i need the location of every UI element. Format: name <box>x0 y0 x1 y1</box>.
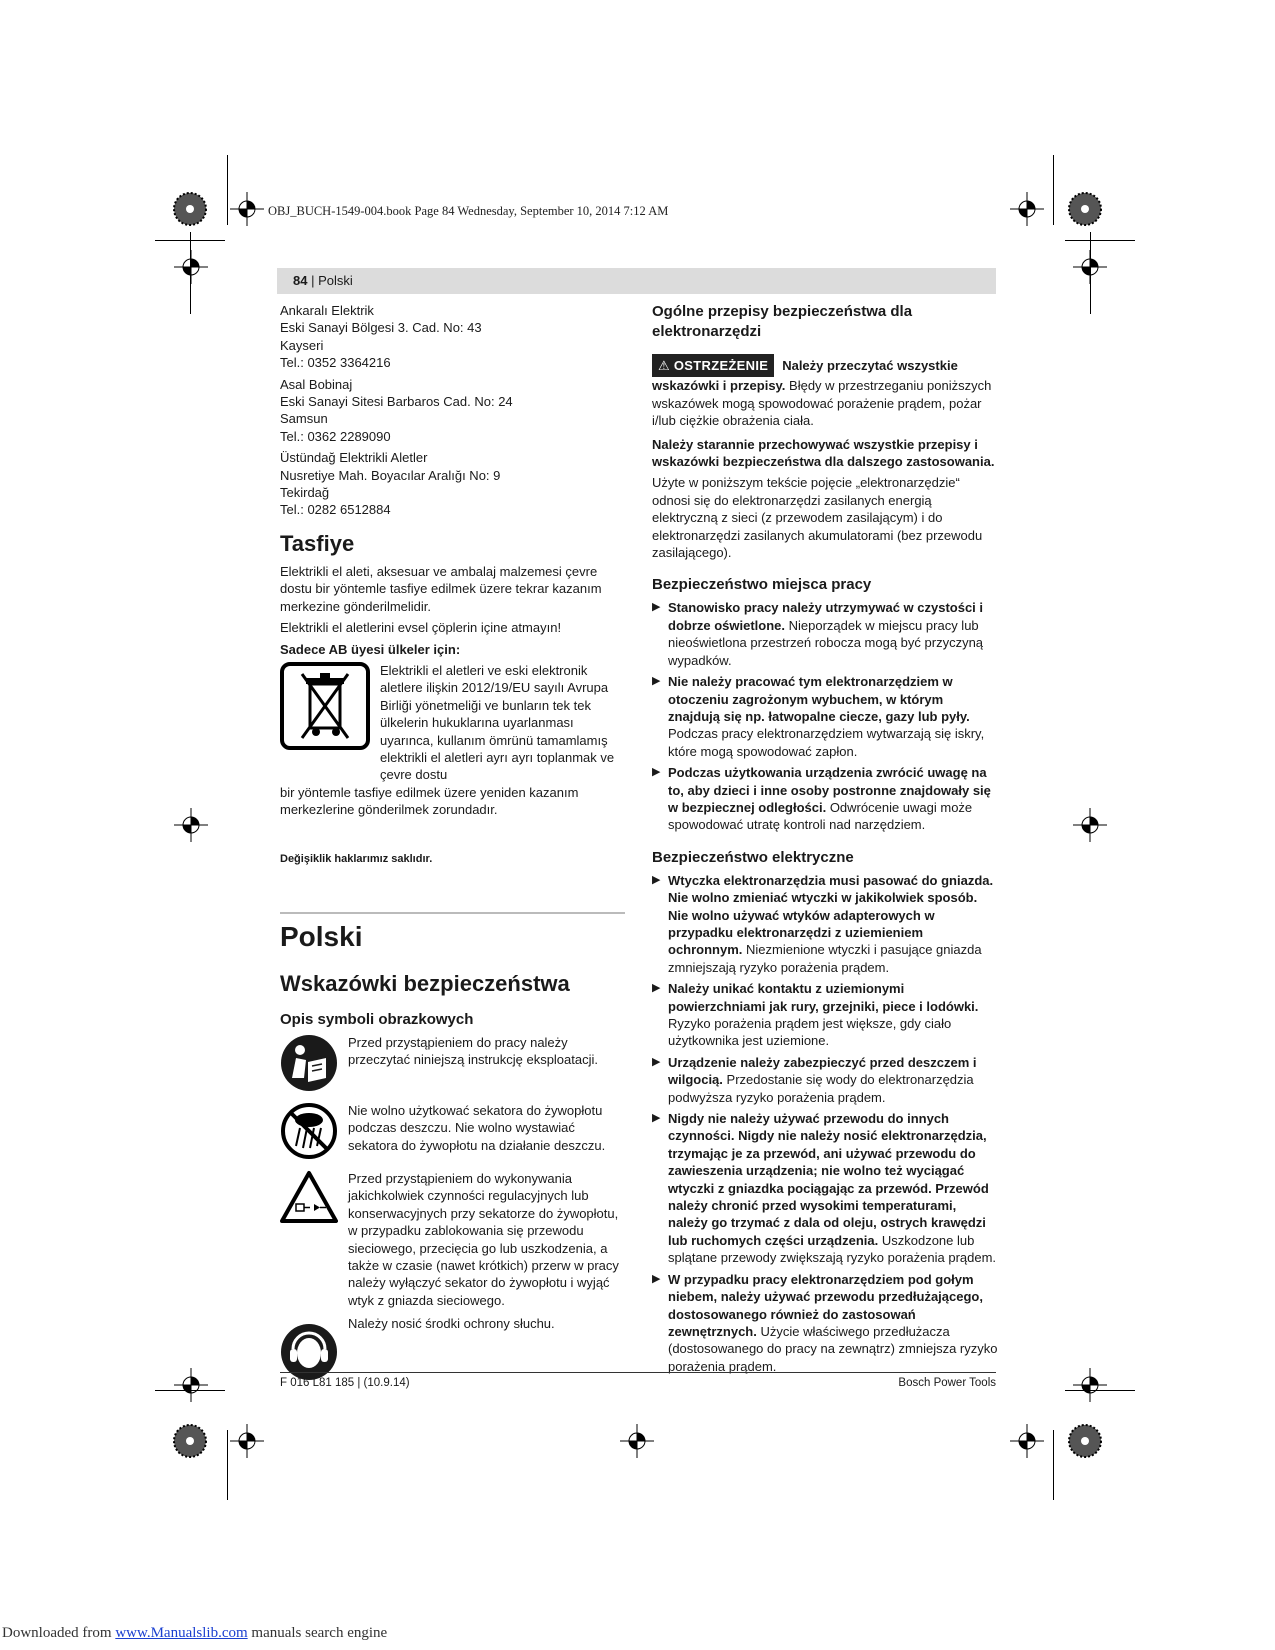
symbol-row <box>280 1102 625 1160</box>
electrical-safety-list <box>652 872 998 1375</box>
manualslib-link[interactable]: www.Manualslib.com <box>115 1625 248 1641</box>
crop-line <box>1065 240 1135 241</box>
registration-crosshair-icon <box>230 1424 264 1458</box>
list-item: ▶ Nie należy pracować tym elektronarzędziem w otoczeniu zagrożonym wybuchem, w którym znajdują się np. łatwopalne ciecze, gazy lub pyły. Podczas pracy elektronarzędziem wytwarzają się iskry, które mogą spowodować zapłon. <box>652 674 985 759</box>
symbol-row <box>280 1034 625 1092</box>
paragraph: bir yöntemle tasfiye edilmek üzere yeniden kazanım merkezlerine gönderilmek zorundadır. <box>280 784 579 818</box>
registration-crosshair-icon <box>620 1424 654 1458</box>
list-item: ▶ Należy unikać kontaktu z uziemionymi powierzchniami jak rury, grzejniki, piece i lodówki. Ryzyko porażenia prądem jest większe, gdy ciało użytkownika jest uziemione. <box>652 981 979 1049</box>
weee-block <box>280 662 625 784</box>
download-banner: Downloaded from www.Manualslib.com manuals search engine <box>2 1625 388 1641</box>
bullet-arrow-icon: ▶ <box>652 601 661 614</box>
list-item: ▶ Stanowisko pracy należy utrzymywać w czystości i dobrze oświetlone. Nieporządek w miejscu pracy lub nieoświetlona przestrzeń robocza mogą być przyczyną wypadków. <box>652 600 984 668</box>
registration-crosshair-icon <box>230 192 264 226</box>
registration-crosshair-icon <box>1073 1368 1107 1402</box>
bullet-arrow-icon: ▶ <box>652 982 661 995</box>
registration-crosshair-icon <box>1073 808 1107 842</box>
symbol-text: Przed przystąpieniem do pracy należy przeczytać niniejszą instrukcję eksploatacji. <box>348 1034 598 1068</box>
read-manual-icon <box>280 1034 338 1092</box>
left-column <box>280 302 625 1387</box>
subsection-title-work-area: Bezpieczeństwo miejsca pracy <box>652 576 872 594</box>
section-title-general-safety: Ogólne przepisy bezpieczeństwa dla elektronarzędzi <box>652 303 913 340</box>
unplug-warning-icon <box>280 1170 338 1224</box>
right-column <box>652 302 998 1381</box>
color-calibration-target-icon <box>1068 1424 1102 1458</box>
color-calibration-target-icon <box>173 1424 207 1458</box>
weee-crossed-bin-icon <box>280 662 370 784</box>
subsection-title-symbols: Opis symboli obrazkowych <box>280 1010 474 1028</box>
crop-line <box>1053 155 1054 225</box>
language-title: Polski <box>280 920 363 952</box>
subsection-title-electrical: Bezpieczeństwo elektryczne <box>652 848 854 866</box>
address-block: Üstündağ Elektrikli Aletler Nusretiye Mah. Boyacılar Aralığı No: 9 Tekirdağ Tel.: 0282 6512884 <box>280 450 501 518</box>
header-language: Polski <box>318 273 353 288</box>
color-calibration-target-icon <box>1068 192 1102 226</box>
symbol-text: Przed przystąpieniem do wykonywania jakichkolwiek czynności regulacyjnych lub konserwacyjnych przy sekatorze do żywopłotu, w przypadku zablokowania się przewodu sieciowego, przecięcia go lub uszkodzenia, a także w czasie (nawet krótkich) przerw w pracy należy wyłączyć sekator do żywopłotu i wyjąć wtyk z gniazda sieciowego. <box>348 1170 619 1308</box>
section-title-disposal: Tasfiye <box>280 530 355 556</box>
bullet-arrow-icon: ▶ <box>652 1055 661 1068</box>
print-info-line: OBJ_BUCH-1549-004.book Page 84 Wednesday, September 10, 2014 7:12 AM <box>268 204 669 218</box>
list-item: ▶ Wtyczka elektronarzędzia musi pasować do gniazda. Nie wolno zmieniać wtyczki w jakikolwiek sposób. Nie wolno używać wtyków adapterowych w przypadku elektronarzędzi z uziemieniem ochronnym. Niezmienione wtyczki i pasujące gniazda zmniejszają ryzyko porażenia prądem. <box>652 872 994 975</box>
paragraph: Elektrikli el aleti, aksesuar ve ambalaj malzemesi çevre dostu bir yöntemle tasfiye edilmek üzere tekrar kazanım merkezine gönderilmelidir. <box>280 563 602 614</box>
registration-crosshair-icon <box>174 808 208 842</box>
symbol-text: Należy nosić środki ochrony słuchu. <box>348 1316 555 1332</box>
work-area-list <box>652 599 998 833</box>
registration-crosshair-icon <box>1010 1424 1044 1458</box>
list-item: ▶ Nigdy nie należy używać przewodu do innych czynności. Nigdy nie należy nosić elektronarzędzia, trzymając je za przewód, ani używać przewodu do zawieszenia urządzenia; nie wolno też wyciągać wtyczki z gniazdka pociągając za przewód. Przewód należy chronić przed wysokimi temperaturami, należy go trzymać z dala od oleju, ostrych krawędzi lub ruchomych części urządzenia. Uszkodzone lub splątane przewody zwiększają ryzyko porażenia prądem. <box>652 1111 997 1266</box>
symbol-text: Nie wolno użytkować sekatora do żywopłotu podczas deszczu. Nie wolno wystawiać sekatora do żywopłotu na działanie deszczu. <box>348 1102 606 1153</box>
subheading-eu: Sadece AB üyesi ülkeler için: <box>280 641 461 657</box>
warning-paragraph: ⚠ OSTRZEŻENIE Należy przeczytać wszystkie wskazówki i przepisy. Błędy w przestrzeganiu poniższych wskazówek mogą spowodować porażenie prądem, pożar i/lub ciężkie obrażenia ciała. <box>652 354 998 430</box>
list-item: ▶ Urządzenie należy zabezpieczyć przed deszczem i wilgocią. Przedostanie się wody do elektronarzędzia podwyższa ryzyko porażenia prądem. <box>652 1054 977 1105</box>
bullet-arrow-icon: ▶ <box>652 766 661 779</box>
warning-triangle-icon: ⚠ <box>658 358 670 373</box>
bullet-arrow-icon: ▶ <box>652 1272 661 1285</box>
color-calibration-target-icon <box>173 192 207 226</box>
address-block: Asal Bobinaj Eski Sanayi Sitesi Barbaros Cad. No: 24 Samsun Tel.: 0362 2289090 <box>280 376 513 444</box>
page-number: 84 <box>293 273 308 288</box>
section-divider <box>280 912 625 914</box>
address-block: Ankaralı Elektrik Eski Sanayi Bölgesi 3. Cad. No: 43 Kayseri Tel.: 0352 3364216 <box>280 303 482 371</box>
page-header: 84 | Polski <box>293 273 353 288</box>
bullet-arrow-icon: ▶ <box>652 675 661 688</box>
registration-crosshair-icon <box>174 1368 208 1402</box>
registration-crosshair-icon <box>174 250 208 284</box>
list-item: ▶ Podczas użytkowania urządzenia zwrócić uwagę na to, aby dzieci i inne osoby postronne znajdowały się w bezpiecznej odległości. Odwrócenie uwagi może spowodować utratę kontroli nad narzędziem. <box>652 765 991 833</box>
footer-doc-number: F 016 L81 185 | (10.9.14) <box>280 1377 410 1389</box>
rights-reserved-note: Değişiklik haklarımız saklıdır. <box>280 852 433 865</box>
warning-badge: ⚠ OSTRZEŻENIE <box>652 354 774 377</box>
weee-text: Elektrikli el aletleri ve eski elektronik aletlere ilişkin 2012/19/EU sayılı Avrupa Birliği yönetmeliği ve bunların tek tek ülkelerin hukuklarına uyarlanması uyarınca, kullanım ömrünü tamamlamış elektrikli el aletleri ayrı ayrı toplanmak ve çevre dostu <box>380 662 615 783</box>
paragraph: Elektrikli el aletlerini evsel çöplerin içine atmayın! <box>280 620 562 636</box>
bullet-arrow-icon: ▶ <box>652 1112 661 1125</box>
crop-line <box>1053 1430 1054 1500</box>
no-rain-icon <box>280 1102 338 1160</box>
section-title-safety: Wskazówki bezpieczeństwa <box>280 970 570 996</box>
paragraph: Użyte w poniższym tekście pojęcie „elektronarzędzie“ odnosi się do elektronarzędzi zasilanych energią elektryczną z sieci (z przewodem zasilającym) i do elektronarzędzi zasilanych akumulatorami (bez przewodu zasilającego). <box>652 475 983 561</box>
keep-instructions-note: Należy starannie przechowywać wszystkie przepisy i wskazówki bezpieczeństwa dla dalszego zastosowania. <box>652 436 995 470</box>
footer-rule <box>280 1372 996 1373</box>
symbol-row <box>280 1170 625 1309</box>
bullet-arrow-icon: ▶ <box>652 873 661 886</box>
list-item: ▶ W przypadku pracy elektronarzędziem pod gołym niebem, należy używać przewodu przedłużającego, dostosowanego również do zastosowań zewnętrznych. Użycie właściwego przedłużacza (dostosowanego do pracy na zewnątrz) zmniejsza ryzyko porażenia prądem. <box>652 1271 998 1374</box>
crop-line <box>227 1430 228 1500</box>
footer-brand: Bosch Power Tools <box>898 1377 996 1389</box>
crop-line <box>227 155 228 225</box>
page-header-bar <box>277 268 996 294</box>
registration-crosshair-icon <box>1073 250 1107 284</box>
registration-crosshair-icon <box>1010 192 1044 226</box>
